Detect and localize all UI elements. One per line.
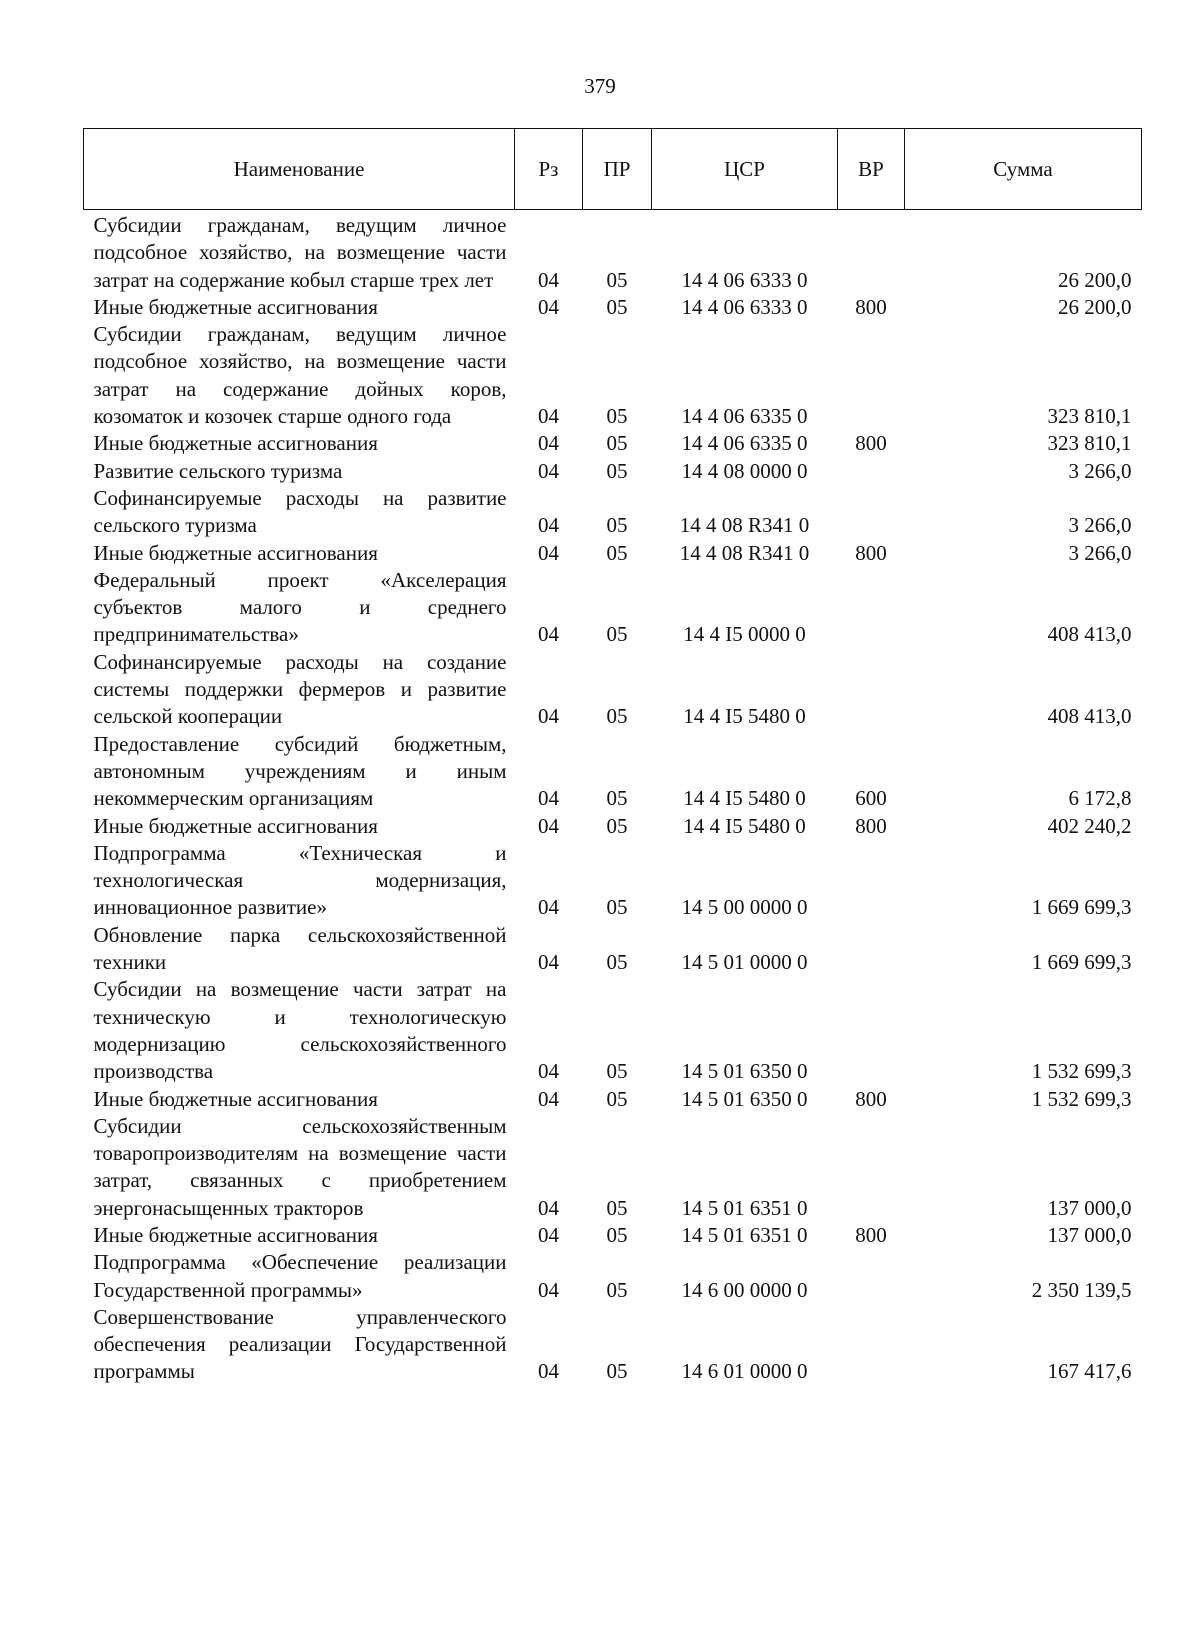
row-name: Субсидии гражданам, ведущим личное подсобное хозяйство, на возмещение части затрат на содержание дойных коров, козоматок и козочек старше одного года [93, 322, 507, 429]
row-vr: 800 [855, 540, 887, 565]
row-csr: 14 4 06 6335 0 [681, 431, 808, 456]
row-rz: 04 [538, 622, 559, 647]
row-pr: 05 [606, 404, 628, 429]
row-name: Субсидии сельскохозяйственным товаропроизводителям на возмещение части затрат, связанных с приобретением энергонасыщенных тракторов [93, 1113, 507, 1220]
row-rz: 04 [538, 458, 559, 483]
table-row [84, 731, 1142, 813]
header-name: Наименование [84, 129, 515, 210]
row-name: Иные бюджетные ассигнования [93, 294, 378, 319]
row-sum: 3 266,0 [1068, 458, 1132, 483]
budget-table [83, 128, 1142, 1386]
row-sum: 167 417,6 [1047, 1359, 1132, 1384]
row-csr: 14 4 I5 5480 0 [683, 704, 806, 729]
row-pr: 05 [606, 431, 628, 456]
row-vr [838, 210, 905, 294]
row-csr: 14 4 08 R341 0 [679, 540, 810, 565]
row-name: Субсидии на возмещение части затрат на техническую и технологическую модернизацию сельскохозяйственного производства [93, 977, 507, 1084]
row-name: Иные бюджетные ассигнования [93, 1086, 378, 1111]
row-name: Иные бюджетные ассигнования [93, 813, 378, 838]
row-csr: 14 4 06 6333 0 [681, 267, 808, 292]
row-name: Федеральный проект «Акселерация субъектов малого и среднего предпринимательства» [93, 567, 507, 647]
row-csr: 14 4 I5 0000 0 [683, 622, 806, 647]
row-csr: 14 4 I5 5480 0 [683, 813, 806, 838]
row-rz: 04 [538, 1277, 559, 1302]
row-csr: 14 5 01 6350 0 [681, 1059, 808, 1084]
table-row [84, 1304, 1142, 1386]
row-name: Предоставление субсидий бюджетным, автономным учреждениям и иным некоммерческим организациям [93, 731, 507, 811]
row-vr [838, 321, 905, 430]
row-name: Подпрограмма «Техническая и технологическая модернизация, инновационное развитие» [93, 840, 507, 920]
row-vr [838, 976, 905, 1085]
row-pr: 05 [606, 1059, 628, 1084]
table-row [84, 976, 1142, 1085]
row-vr: 800 [855, 431, 887, 456]
row-csr: 14 4 08 0000 0 [681, 458, 808, 483]
row-sum: 26 200,0 [1058, 294, 1132, 319]
header-csr: ЦСР [652, 129, 838, 210]
table-row [84, 813, 1142, 840]
row-name: Подпрограмма «Обеспечение реализации Государственной программы» [93, 1250, 507, 1302]
row-name: Иные бюджетные ассигнования [93, 540, 378, 565]
table-header-row [84, 129, 1142, 210]
row-sum: 1 532 699,3 [1031, 1086, 1132, 1111]
row-csr: 14 4 I5 5480 0 [683, 786, 806, 811]
row-sum: 323 810,1 [1047, 431, 1132, 456]
table-row [84, 840, 1142, 922]
row-rz: 04 [538, 1086, 559, 1111]
header-vr: ВР [838, 129, 905, 210]
row-name: Иные бюджетные ассигнования [93, 1222, 378, 1247]
row-sum: 408 413,0 [1047, 622, 1132, 647]
row-name: Софинансируемые расходы на развитие сельского туризма [93, 485, 507, 538]
row-sum: 3 266,0 [1068, 540, 1132, 565]
row-vr [838, 1113, 905, 1222]
table-row [84, 1113, 1142, 1222]
row-pr: 05 [606, 1222, 628, 1247]
row-vr: 800 [855, 813, 887, 838]
row-rz: 04 [538, 431, 559, 456]
row-vr [838, 1249, 905, 1304]
page-number: 379 [584, 74, 616, 98]
row-rz: 04 [538, 950, 559, 975]
table-row [84, 321, 1142, 430]
row-pr: 05 [606, 1086, 628, 1111]
row-name: Совершенствование управленческого обеспечения реализации Государственной программы [93, 1304, 507, 1384]
row-vr: 800 [855, 294, 887, 319]
table-row [84, 294, 1142, 321]
row-rz: 04 [538, 895, 559, 920]
row-sum: 2 350 139,5 [1031, 1277, 1132, 1302]
row-name: Развитие сельского туризма [93, 458, 343, 483]
row-sum: 1 669 699,3 [1031, 950, 1132, 975]
row-pr: 05 [606, 786, 628, 811]
row-sum: 6 172,8 [1068, 786, 1132, 811]
row-rz: 04 [538, 704, 559, 729]
row-pr: 05 [606, 513, 628, 538]
row-csr: 14 5 00 0000 0 [681, 895, 808, 920]
row-sum: 26 200,0 [1058, 267, 1132, 292]
row-csr: 14 5 01 6351 0 [681, 1195, 808, 1220]
table-row [84, 458, 1142, 485]
row-rz: 04 [538, 513, 559, 538]
row-vr [838, 922, 905, 977]
row-sum: 1 532 699,3 [1031, 1059, 1132, 1084]
row-pr: 05 [606, 267, 628, 292]
row-pr: 05 [606, 950, 628, 975]
row-sum: 137 000,0 [1047, 1195, 1132, 1220]
row-rz: 04 [538, 540, 559, 565]
row-rz: 04 [538, 786, 559, 811]
row-pr: 05 [606, 895, 628, 920]
row-pr: 05 [606, 540, 628, 565]
table-row [84, 540, 1142, 567]
row-vr: 600 [855, 786, 887, 811]
header-rz: Рз [515, 129, 583, 210]
row-csr: 14 6 01 0000 0 [681, 1359, 808, 1384]
row-vr [838, 649, 905, 731]
row-rz: 04 [538, 404, 559, 429]
row-rz: 04 [538, 267, 559, 292]
header-pr: ПР [583, 129, 652, 210]
row-pr: 05 [606, 622, 628, 647]
row-sum: 1 669 699,3 [1031, 895, 1132, 920]
table-row [84, 430, 1142, 457]
header-sum: Сумма [905, 129, 1142, 210]
table-row [84, 1222, 1142, 1249]
row-sum: 402 240,2 [1047, 813, 1132, 838]
row-rz: 04 [538, 1059, 559, 1084]
row-csr: 14 4 08 R341 0 [679, 513, 810, 538]
table-row [84, 1249, 1142, 1304]
row-pr: 05 [606, 1359, 628, 1384]
row-pr: 05 [606, 458, 628, 483]
row-sum: 137 000,0 [1047, 1222, 1132, 1247]
row-rz: 04 [538, 1222, 559, 1247]
row-sum: 408 413,0 [1047, 704, 1132, 729]
row-csr: 14 4 06 6335 0 [681, 404, 808, 429]
row-rz: 04 [538, 813, 559, 838]
row-pr: 05 [606, 294, 628, 319]
row-vr [838, 567, 905, 649]
row-name: Иные бюджетные ассигнования [93, 431, 378, 456]
row-vr: 800 [855, 1222, 887, 1247]
row-csr: 14 6 00 0000 0 [681, 1277, 808, 1302]
row-csr: 14 5 01 0000 0 [681, 950, 808, 975]
row-csr: 14 5 01 6351 0 [681, 1222, 808, 1247]
row-pr: 05 [606, 813, 628, 838]
row-vr [838, 1304, 905, 1386]
table-row [84, 485, 1142, 540]
row-csr: 14 5 01 6350 0 [681, 1086, 808, 1111]
row-rz: 04 [538, 294, 559, 319]
table-row [84, 567, 1142, 649]
row-sum: 3 266,0 [1068, 513, 1132, 538]
table-row [84, 1086, 1142, 1113]
row-vr [838, 458, 905, 485]
row-vr: 800 [855, 1086, 887, 1111]
row-vr [838, 840, 905, 922]
row-name: Субсидии гражданам, ведущим личное подсобное хозяйство, на возмещение части затрат на содержание кобыл старше трех лет [93, 213, 507, 292]
table-row [84, 210, 1142, 294]
row-rz: 04 [538, 1195, 559, 1220]
row-csr: 14 4 06 6333 0 [681, 294, 808, 319]
row-rz: 04 [538, 1359, 559, 1384]
row-name: Софинансируемые расходы на создание системы поддержки фермеров и развитие сельской кооперации [93, 649, 507, 729]
row-pr: 05 [606, 704, 628, 729]
row-vr [838, 485, 905, 540]
row-pr: 05 [606, 1195, 628, 1220]
table-row [84, 649, 1142, 731]
row-sum: 323 810,1 [1047, 404, 1132, 429]
row-name: Обновление парка сельскохозяйственной техники [93, 922, 507, 975]
row-pr: 05 [606, 1277, 628, 1302]
table-row [84, 922, 1142, 977]
